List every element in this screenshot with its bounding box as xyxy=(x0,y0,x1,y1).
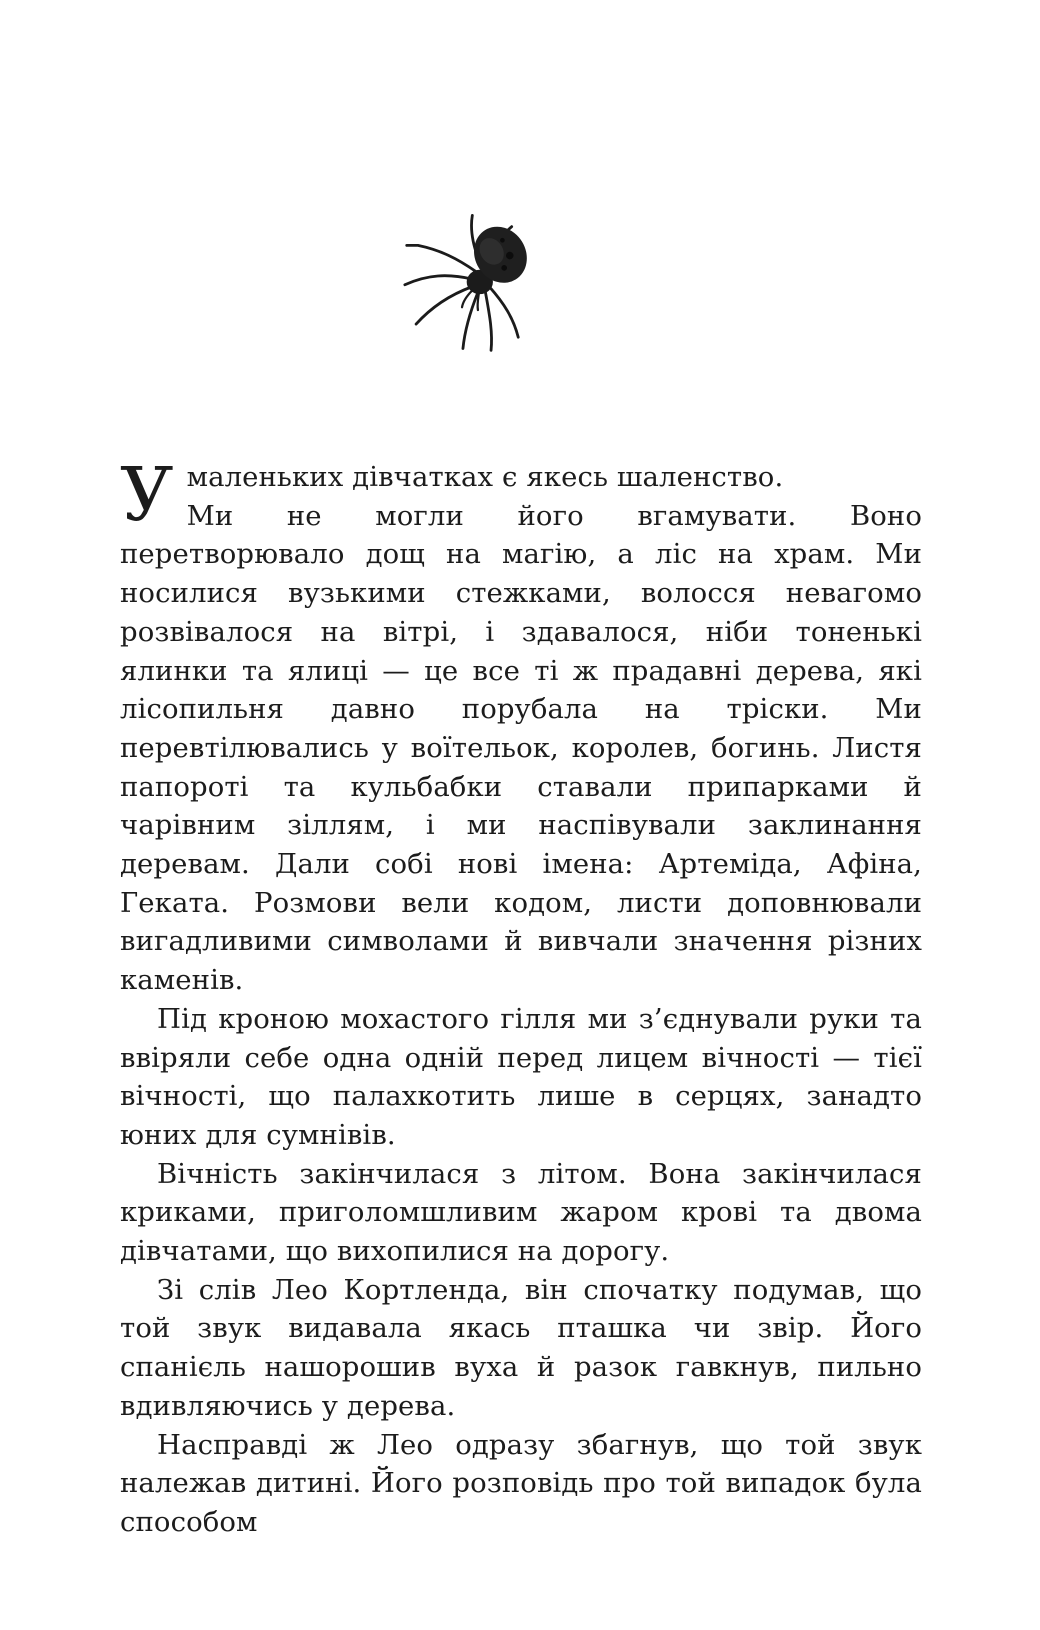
spider-illustration xyxy=(388,202,566,360)
spider-icon xyxy=(388,202,566,360)
paragraph: Насправді ж Лео одразу збагнув, що той звук належав дитині. Його розповідь про той випадок була способом xyxy=(120,1428,922,1538)
paragraph: Вічність закінчилася з літом. Вона закінчилася криками, приголомшливим жаром крові та двома дівчатами, що вихопилися на дорогу. xyxy=(120,1157,922,1268)
body-text xyxy=(120,452,922,1542)
paragraph: Зі слів Лео Кортленда, він спочатку подумав, що той звук видавала якась пташка чи звір. Його спанієль нашорошив вуха й разок гавкнув, пильно вдивляючись у дерева. xyxy=(120,1273,922,1422)
drop-cap: У xyxy=(120,452,174,538)
paragraph: Під кроною мохастого гілля ми з’єднували руки та ввіряли себе одна одній перед лицем вічності — тієї вічності, що палахкотить лише в серцях, занадто юних для сумнівів. xyxy=(120,1002,922,1151)
paragraph: Ми не могли його вгамувати. Воно перетворювало дощ на магію, а ліс на храм. Ми носилися вузькими стежками, волосся невагомо розвівалося на вітрі, і здавалося, ніби тоненькі ялинки та ялиці — це все ті ж прадавні дерева, які лісопильня давно порубала на тріски. Ми перевтілювались у воїтельок, королев, богинь. Листя папороті та кульбабки ставали припарками й чарівним зіллям, і ми наспівували заклинання деревам. Дали собі нові імена: Артеміда, Афіна, Геката. Розмови вели кодом, листи доповнювали вигадливими символами й вивчали значення різних каменів. xyxy=(120,499,922,997)
paragraph: маленьких дівчатках є якесь шаленство. xyxy=(186,461,784,493)
